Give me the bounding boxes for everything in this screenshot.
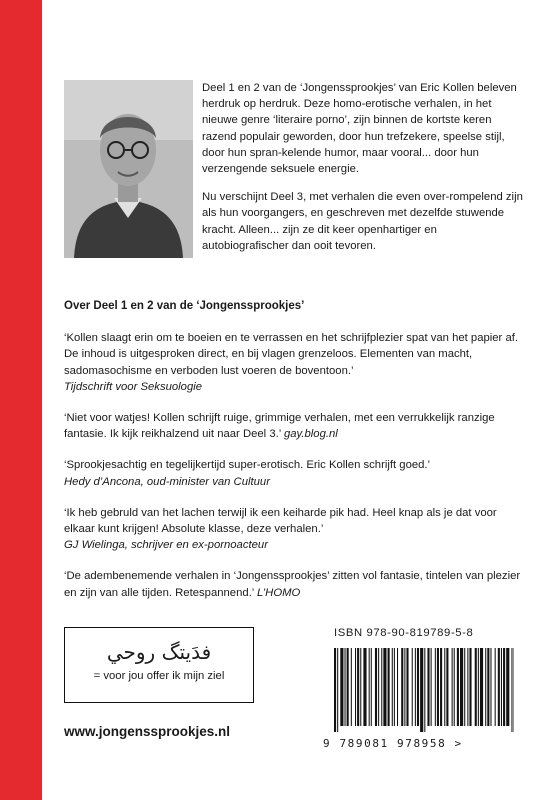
barcode-bar xyxy=(415,648,416,726)
barcode-bar xyxy=(501,648,502,726)
barcode-bar xyxy=(485,648,486,726)
barcode-bar xyxy=(404,648,405,726)
barcode-bar xyxy=(435,648,436,726)
quote-source: GJ Wielinga, schrijver en ex-pornoacteur xyxy=(64,539,268,552)
barcode-bar xyxy=(371,648,372,726)
barcode-bar xyxy=(480,648,483,726)
author-portrait-illustration xyxy=(64,80,193,258)
quote-1 xyxy=(64,330,526,395)
barcode-bar xyxy=(444,648,445,726)
barcode-bar xyxy=(440,648,442,726)
barcode xyxy=(334,648,514,732)
quote-source: Hedy d’Ancona, oud-minister van Cultuur xyxy=(64,475,270,488)
barcode-bar xyxy=(397,648,398,726)
author-photo xyxy=(64,80,193,258)
barcode-bar xyxy=(355,648,356,726)
barcode-bar xyxy=(495,648,496,726)
quote-text: ‘De adembenemende verhalen in ‘Jongenssprookjes’ zitten vol fantasie, tintelen van plezier en zijn van alle tijden. Retespannend.’ xyxy=(64,570,521,599)
intro-paragraph-2: Nu verschijnt Deel 3, met verhalen die even over-rompelend zijn als hun voorgangers, en geschreven met dezelfde stuwende kracht. Alleen... zijn ze dit keer openhartiger en autobiografischer dan ooit tevoren. xyxy=(202,191,523,252)
barcode-bar xyxy=(363,648,366,726)
barcode-bar xyxy=(401,648,403,726)
barcode-bar xyxy=(375,648,377,726)
website-url: www.jongenssprookjes.nl xyxy=(64,724,231,739)
barcode-bar xyxy=(357,648,359,726)
barcode-bar xyxy=(457,648,459,726)
quote-source: Tijdschrift voor Seksuologie xyxy=(64,380,203,393)
isbn-label: ISBN 978-90-819789-5-8 xyxy=(334,627,474,639)
barcode-bar xyxy=(334,648,336,732)
barcode-bar xyxy=(452,648,453,726)
arabic-phrase: فدَيتگ روحي xyxy=(106,640,212,664)
barcode-bar xyxy=(345,648,346,726)
barcode-bar xyxy=(381,648,382,726)
barcode-bar xyxy=(394,648,395,726)
quote-4 xyxy=(64,505,526,554)
barcode-bar xyxy=(475,648,477,726)
barcode-bar xyxy=(424,648,425,732)
barcode-bar xyxy=(446,648,448,726)
intro-text xyxy=(202,80,524,266)
barcode-bar xyxy=(388,648,390,726)
barcode-bar xyxy=(412,648,413,726)
barcode-bar xyxy=(337,648,338,732)
barcode-bar xyxy=(427,648,429,726)
barcode-bar xyxy=(490,648,491,726)
quote-source: L’HOMO xyxy=(257,586,301,599)
barcode-bar xyxy=(454,648,455,726)
barcode-bar xyxy=(469,648,471,726)
red-spine xyxy=(0,0,42,800)
barcode-bar xyxy=(347,648,349,726)
barcode-bar xyxy=(460,648,463,726)
intro-paragraph-1: Deel 1 en 2 van de ‘Jongenssprookjes’ van Eric Kollen beleven herdruk op herdruk. Deze homo-erotische verhalen, in het nieuwe genre ‘literaire porno’, zijn binnen de kortste keren razend populair geworden, door hun trefzekere, speelse stijl, door hun spran-kelende humor, maar vooral... door hun verzengende seksuele energie. xyxy=(202,82,517,176)
barcode-bar xyxy=(420,648,423,732)
barcode-bar xyxy=(498,648,500,726)
barcode-bar xyxy=(392,648,393,726)
phrase-translation: = voor jou offer ik mijn ziel xyxy=(93,670,225,682)
quotes-heading: Over Deel 1 en 2 van de ‘Jongenssprookjes’ xyxy=(64,300,305,312)
barcode-bar xyxy=(464,648,465,726)
barcode-bar xyxy=(511,648,512,732)
quotes-section xyxy=(64,298,526,616)
quote-text: ‘Kollen slaagt erin om te boeien en te verrassen en het schrijfplezier spat van het papier af. De inhoud is uitgesproken direct, en bij vlagen grenzeloos. Elementen van macht, sadomasochisme en verboden lust voeren de boventoon.’ xyxy=(64,332,519,377)
quote-text: ‘Sprookjesachtig en tegelijkertijd super-erotisch. Eric Kollen schrijft goed.’ xyxy=(64,459,431,472)
barcode-bar xyxy=(467,648,468,726)
barcode-bar xyxy=(360,648,361,726)
barcode-bar xyxy=(503,648,505,726)
barcode-bar xyxy=(487,648,489,726)
barcode-bar xyxy=(383,648,386,726)
barcode-bar xyxy=(478,648,479,726)
quote-3 xyxy=(64,457,526,489)
barcode-bar xyxy=(351,648,352,726)
quote-source: gay.blog.nl xyxy=(283,428,338,441)
barcode-digits: 9 789081 978958 > xyxy=(323,737,463,750)
barcode-bar xyxy=(431,648,432,726)
quote-text: ‘Niet voor watjes! Kollen schrijft ruige, grimmige verhalen, met een verrukkelijk ranzige fantasie. Ik kijk reikhalzend uit naar Deel 3.’ xyxy=(64,412,495,441)
barcode-bar xyxy=(340,648,343,726)
barcode-bar xyxy=(369,648,370,726)
barcode-bar xyxy=(417,648,419,726)
barcode-bar xyxy=(437,648,439,726)
quote-5 xyxy=(64,568,526,600)
quote-text: ‘Ik heb gebruld van het lachen terwijl ik een keiharde pik had. Heel knap als je dat voor elkaar kunt krijgen! Absolute klasse, deze verhalen.’ xyxy=(64,506,497,536)
barcode-bar xyxy=(506,648,509,726)
arabic-phrase-box xyxy=(64,627,254,703)
barcode-bar xyxy=(406,648,408,726)
quote-2 xyxy=(64,410,526,442)
barcode-bar xyxy=(378,648,379,726)
